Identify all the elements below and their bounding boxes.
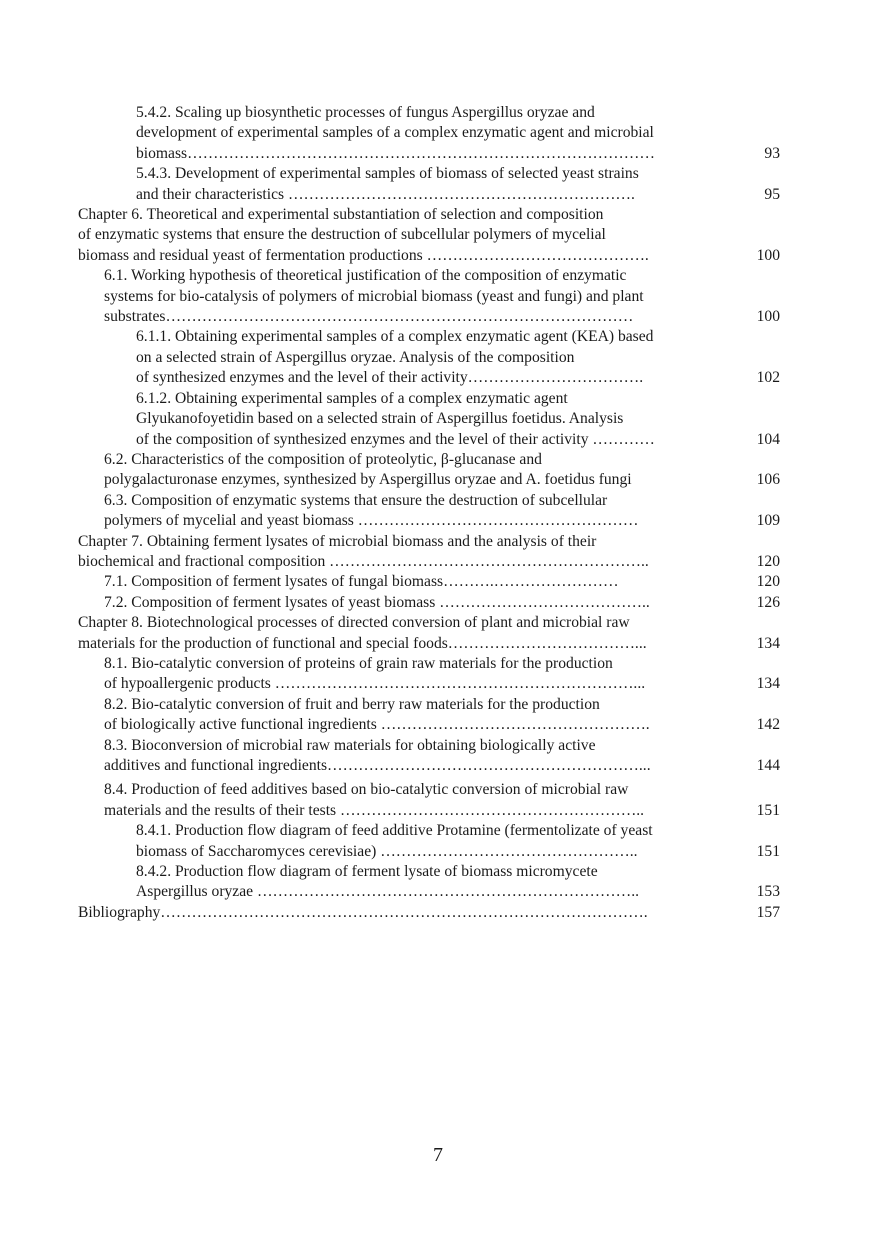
toc-entry [0, 780, 876, 821]
toc-entry-title [136, 327, 728, 388]
toc-entry-page-number: 151 [756, 842, 780, 860]
toc-entry-page-number: 104 [756, 430, 780, 448]
toc-entry-title [136, 103, 728, 164]
toc-entry [0, 532, 876, 573]
toc-entry-line: 5.4.3. Development of experimental samples of biomass of selected yeast strains [136, 165, 639, 183]
toc-entry-line: 6.1.2. Obtaining experimental samples of a complex enzymatic agent [136, 389, 568, 407]
page-number: 7 [433, 1144, 443, 1166]
toc-entry-page-number: 120 [756, 573, 780, 591]
toc-entry-title [78, 205, 728, 266]
toc-entry-page-number: 134 [756, 634, 780, 652]
toc-entry-line: of the composition of synthesized enzymes and the level of their activity ………… [136, 430, 655, 448]
toc-entry-line: of biologically active functional ingredients ……………………………………………. [104, 716, 650, 734]
toc-entry-line: Bibliography…………………………………………………………………………………. [78, 903, 648, 921]
toc-entry-page-number: 100 [756, 246, 780, 264]
toc-entry [0, 695, 876, 736]
toc-entry [0, 164, 876, 205]
toc-entry [0, 389, 876, 450]
toc-entry-line: Glyukanofoyetidin based on a selected strain of Aspergillus foetidus. Analysis [136, 410, 624, 428]
toc-entry-page-number: 100 [756, 308, 780, 326]
toc-entry-title [78, 613, 728, 654]
toc-entry-line: of enzymatic systems that ensure the destruction of subcellular polymers of mycelial [78, 226, 606, 244]
toc-entry-line: biochemical and fractional composition …………………………………………………….. [78, 552, 649, 570]
toc-entry [0, 862, 876, 903]
toc-entry [0, 327, 876, 388]
toc-entry-line: of hypoallergenic products ……………………………………………………………... [104, 675, 646, 693]
toc-entry-line: 8.4. Production of feed additives based on bio-catalytic conversion of microbial raw [104, 781, 629, 799]
toc-entry-page-number: 109 [756, 512, 780, 530]
toc-entry-title [136, 389, 728, 450]
toc-entry-line: substrates……………………………………………………………………………… [104, 308, 634, 326]
toc-entry-title [104, 491, 728, 532]
toc-entry [0, 654, 876, 695]
toc-entry-title [104, 572, 728, 592]
toc-entry-line: 7.2. Composition of ferment lysates of yeast biomass ………………………………….. [104, 593, 650, 611]
toc-entry-line: 6.1. Working hypothesis of theoretical justification of the composition of enzymatic [104, 267, 627, 285]
toc-entry-line: 7.1. Composition of ferment lysates of fungal biomass……….…………………… [104, 573, 619, 591]
toc-entry-page-number: 134 [756, 675, 780, 693]
toc-entry-line: 8.4.2. Production flow diagram of ferment lysate of biomass micromycete [136, 863, 598, 881]
toc-entry-page-number: 95 [764, 185, 780, 203]
toc-entry-page-number: 126 [756, 593, 780, 611]
toc-entry [0, 572, 876, 592]
toc-entry-title [136, 164, 728, 205]
toc-entry-title [136, 862, 728, 903]
toc-entry-line: Chapter 7. Obtaining ferment lysates of microbial biomass and the analysis of their [78, 532, 597, 550]
toc-entry-line: development of experimental samples of a complex enzymatic agent and microbial [136, 124, 654, 142]
toc-entry-page-number: 153 [756, 883, 780, 901]
toc-entry [0, 821, 876, 862]
toc-entry-line: 5.4.2. Scaling up biosynthetic processes of fungus Aspergillus oryzae and [136, 104, 595, 121]
toc-entry-page-number: 151 [756, 801, 780, 819]
toc-entry [0, 266, 876, 327]
toc-entry-line: Chapter 8. Biotechnological processes of directed conversion of plant and microbial raw [78, 614, 630, 632]
toc-entry-page-number: 106 [756, 471, 780, 489]
toc-entry-line: Chapter 6. Theoretical and experimental substantiation of selection and composition [78, 206, 604, 224]
toc-entry-line: biomass of Saccharomyces cerevisiae) ………………………………………….. [136, 842, 638, 860]
toc-entry-line: polygalacturonase enzymes, synthesized by Aspergillus oryzae and A. foetidus fungi [104, 471, 632, 489]
toc-entry-page-number: 120 [756, 552, 780, 570]
toc-entry-title [78, 903, 728, 923]
toc-entry-line: 6.1.1. Obtaining experimental samples of a complex enzymatic agent (KEA) based [136, 328, 654, 346]
toc-entry-page-number: 157 [756, 903, 780, 921]
toc-entry-line: on a selected strain of Aspergillus oryzae. Analysis of the composition [136, 348, 575, 366]
toc-entry-line: 8.3. Bioconversion of microbial raw materials for obtaining biologically active [104, 736, 596, 754]
toc-entry-line: biomass……………………………………………………………………………… [136, 144, 655, 162]
toc-entry-line: polymers of mycelial and yeast biomass ……………………………………………… [104, 512, 639, 530]
toc-entry-line: Aspergillus oryzae ……………………………………………………………….. [136, 883, 640, 901]
toc-entry-title [104, 654, 728, 695]
toc-entry-line: 8.1. Bio-catalytic conversion of proteins of grain raw materials for the production [104, 654, 613, 672]
toc-entry [0, 613, 876, 654]
toc-entry-line: biomass and residual yeast of fermentation productions ……………………………………. [78, 246, 649, 264]
toc-entry-page-number: 144 [756, 757, 780, 774]
toc-entry [0, 450, 876, 491]
toc-entry-page-number: 93 [764, 144, 780, 162]
toc-entry-line: materials and the results of their tests ………………………………………………….. [104, 801, 645, 819]
toc-entry-line: additives and functional ingredients……………………………………………………... [104, 757, 651, 774]
toc-entry-title [104, 266, 728, 327]
toc-entry [0, 103, 876, 164]
toc-entry-page-number: 142 [756, 716, 780, 734]
toc-entry-page-number: 102 [756, 369, 780, 387]
toc-entry-title [136, 821, 728, 862]
toc-entry-line: systems for bio-catalysis of polymers of microbial biomass (yeast and fungi) and plant [104, 287, 644, 305]
toc-entry-title [104, 593, 728, 613]
toc-entry-title [104, 450, 728, 491]
toc-entry [0, 736, 876, 777]
toc-entry-line: 8.4.1. Production flow diagram of feed additive Protamine (fermentolizate of yeast [136, 822, 653, 840]
toc-entry [0, 205, 876, 266]
toc-entry-line: materials for the production of functional and special foods………………………………... [78, 634, 647, 652]
toc-entry-title [104, 695, 728, 736]
table-of-contents [0, 103, 876, 923]
toc-entry [0, 491, 876, 532]
toc-entry-line: 8.2. Bio-catalytic conversion of fruit and berry raw materials for the production [104, 695, 600, 713]
toc-entry-line: 6.3. Composition of enzymatic systems that ensure the destruction of subcellular [104, 491, 608, 509]
toc-entry-title [78, 532, 728, 573]
toc-entry-line: of synthesized enzymes and the level of their activity……………………………. [136, 369, 644, 387]
toc-entry-title [104, 736, 728, 777]
toc-entry-line: 6.2. Characteristics of the composition of proteolytic, β-glucanase and [104, 450, 542, 468]
toc-entry-line: and their characteristics …………………………………………………………. [136, 185, 635, 203]
toc-entry [0, 903, 876, 923]
toc-entry [0, 593, 876, 613]
toc-entry-title [104, 780, 728, 821]
